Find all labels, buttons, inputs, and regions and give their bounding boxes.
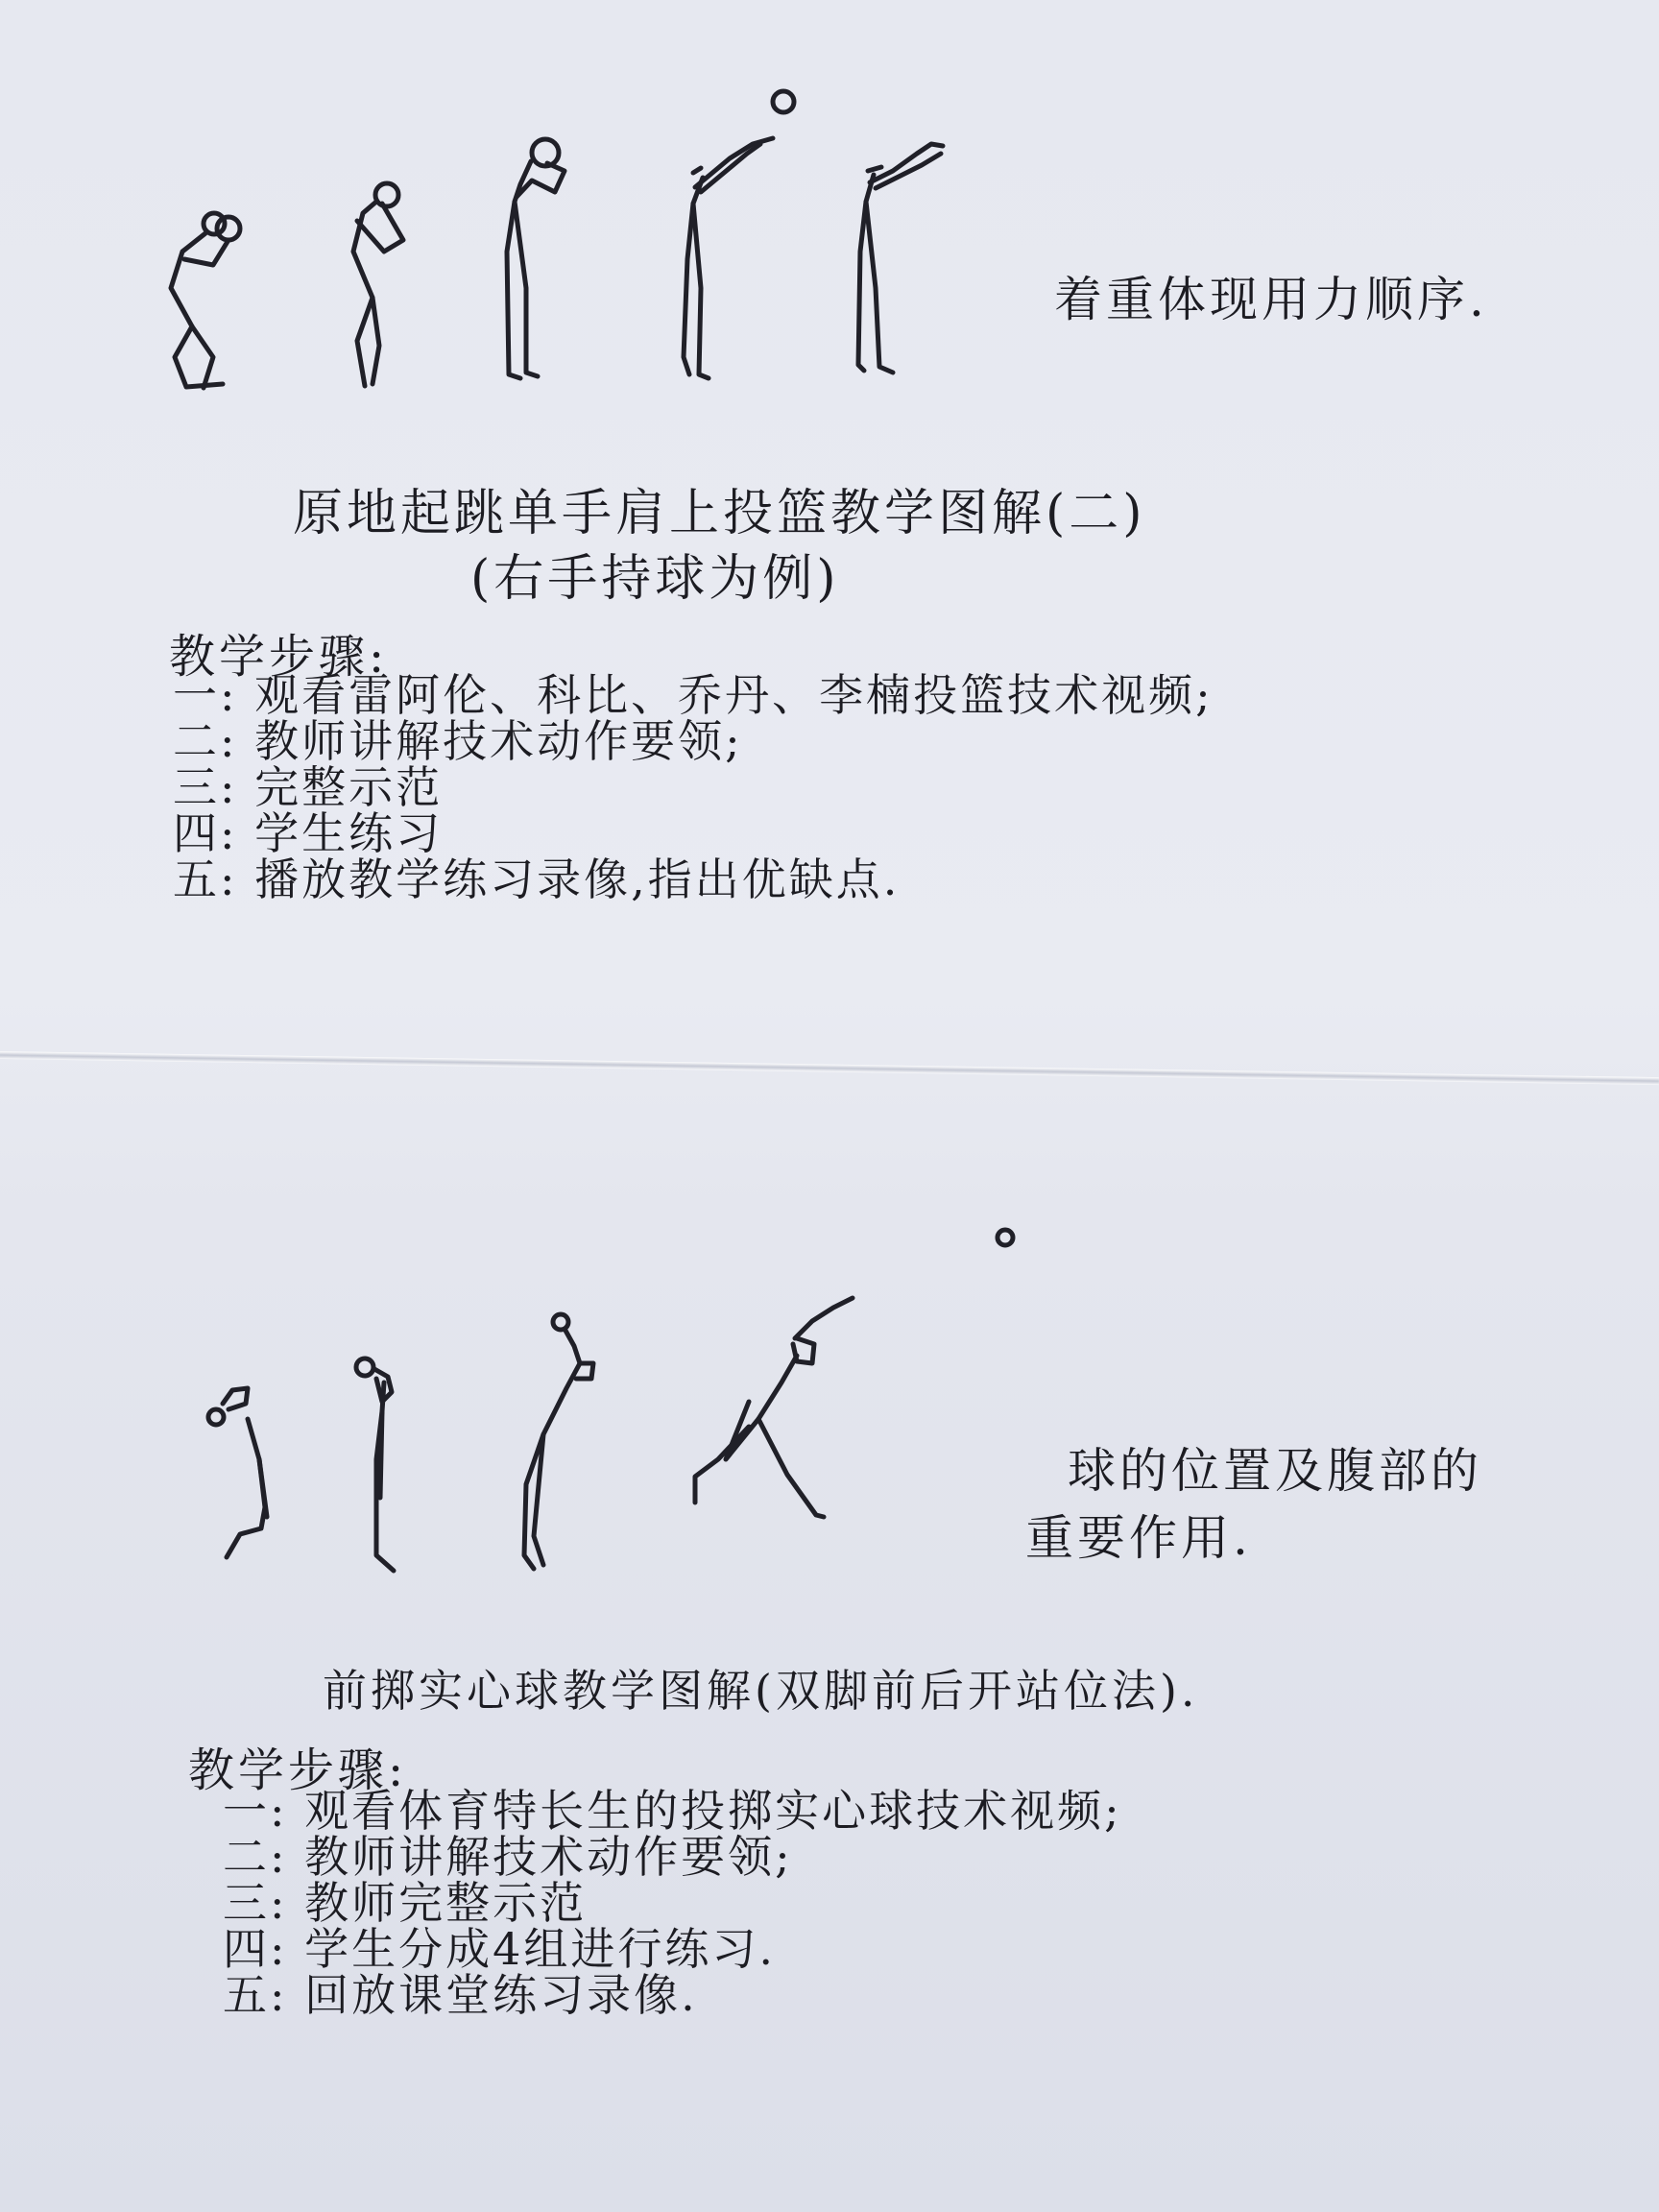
shot-figure-5 <box>858 144 943 373</box>
step-text: 学生分成4组进行练习. <box>304 1923 777 1975</box>
step-number: 五: <box>223 1969 288 2021</box>
step-text: 完整示范 <box>254 761 444 813</box>
step-text: 观看雷阿伦、科比、乔丹、李楠投篮技术视频; <box>254 669 1214 721</box>
diagram2-steps-list <box>223 1785 1122 2021</box>
step-number: 一: <box>173 669 238 721</box>
diagram1-steps-heading: 教学步骤: <box>169 630 389 684</box>
throw-figure-1 <box>208 1388 267 1557</box>
list-item <box>223 1969 1122 2021</box>
list-item <box>223 1877 1122 1929</box>
diagram2-note-line1: 球的位置及腹部的 <box>1068 1443 1482 1499</box>
list-item <box>173 807 1214 859</box>
diagram1-steps-list <box>173 669 1214 905</box>
step-number: 三: <box>223 1877 288 1929</box>
list-item <box>173 761 1214 813</box>
step-number: 三: <box>173 761 238 813</box>
step-text: 教师完整示范 <box>304 1877 588 1929</box>
shot-figure-1 <box>171 213 240 388</box>
diagram1-subtitle: (右手持球为例) <box>470 550 840 608</box>
step-number: 五: <box>173 854 238 905</box>
list-item <box>223 1923 1122 1975</box>
list-item <box>173 715 1214 767</box>
step-number: 二: <box>223 1831 288 1883</box>
list-item <box>173 854 1214 905</box>
diagram1-note: 着重体现用力顺序. <box>1054 272 1488 327</box>
diagram2-title: 前掷实心球教学图解(双脚前后开站位法). <box>323 1665 1199 1717</box>
step-number: 一: <box>223 1785 288 1837</box>
step-text: 教师讲解技术动作要领; <box>254 715 743 767</box>
list-item <box>173 669 1214 721</box>
step-number: 二: <box>173 715 238 767</box>
thrown-ball <box>998 1230 1013 1245</box>
step-text: 观看体育特长生的投掷实心球技术视频; <box>304 1785 1122 1837</box>
step-text: 播放教学练习录像,指出优缺点. <box>254 854 901 905</box>
throw-figure-4 <box>695 1298 853 1517</box>
list-item <box>223 1785 1122 1837</box>
shot-figure-3 <box>507 139 565 378</box>
throw-figure-3 <box>524 1314 593 1569</box>
shot-figure-2 <box>353 183 403 386</box>
diagram2-steps-heading: 教学步骤: <box>188 1743 408 1797</box>
list-item <box>223 1831 1122 1883</box>
step-number: 四: <box>173 807 238 859</box>
throw-figure-2 <box>356 1358 394 1571</box>
step-text: 教师讲解技术动作要领; <box>304 1831 793 1883</box>
diagram1-title: 原地起跳单手肩上投篮教学图解(二) <box>293 485 1146 542</box>
step-number: 四: <box>223 1923 288 1975</box>
diagram2-note-line2: 重要作用. <box>1025 1510 1252 1566</box>
shot-figure-4 <box>684 91 794 378</box>
step-text: 回放课堂练习录像. <box>304 1969 698 2021</box>
step-text: 学生练习 <box>254 807 444 859</box>
